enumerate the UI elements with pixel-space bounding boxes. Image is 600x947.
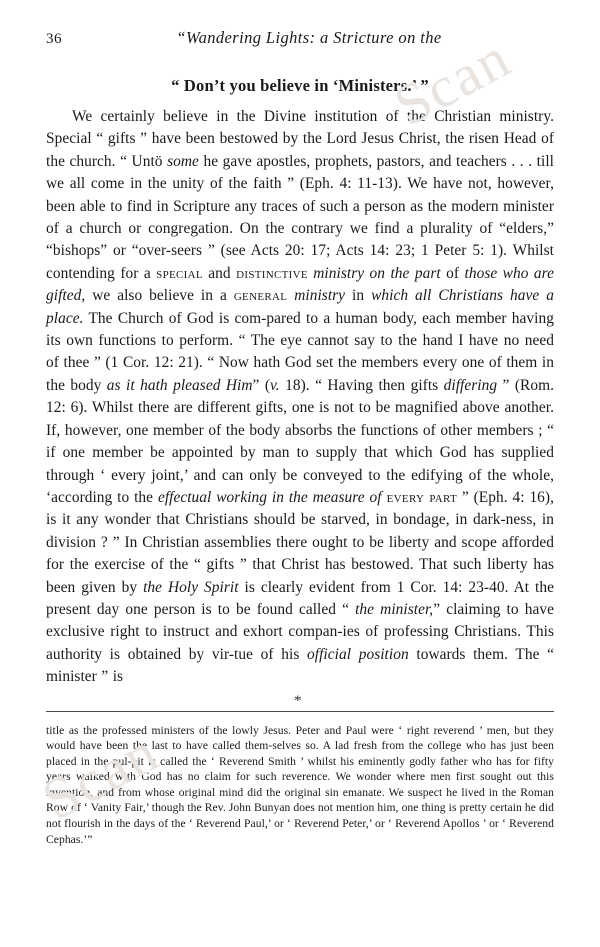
- body-run-7: ministry on the part: [307, 264, 441, 282]
- body-run-6: distinctive: [236, 264, 308, 282]
- scan-watermark-bottom: Scan: [31, 718, 169, 833]
- body-run-25: the Holy Spirit: [143, 578, 239, 596]
- body-run-19: 18). “ Having then gifts: [279, 376, 444, 394]
- body-run-21: ” (Rom. 12: 6). Whilst there are different gifts, one is not to be magnified above another. If, however, one member of the body absorbs the functions of other members ; “ if one member be appointed by man to supply that which God has supplied through ‘ every joint,’ and can only be conveyed to the edifying of the whole, ‘according to the: [46, 376, 555, 506]
- body-run-1: We certainly believe in the Divine institution of the Christian ministry. Special “ gifts ” have been bestowed by the Lord Jesus Christ, the risen Head of the church. “ Untö: [46, 108, 554, 170]
- body-run-10: , we also believe in a: [81, 287, 234, 305]
- body-run-2: some: [167, 152, 199, 170]
- scan-watermark-top: Scan: [383, 24, 521, 139]
- body-run-9: those who are gifted: [46, 264, 554, 305]
- section-title: “ Don’t you believe in ‘Ministers.’ ”: [171, 76, 429, 95]
- body-run-4: special: [156, 264, 203, 282]
- footnote-marker: *: [294, 692, 302, 709]
- body-run-29: official position: [307, 645, 409, 663]
- body-run-24: ” (Eph. 4: 16), is it any wonder that Christians should be starved, in bondage, in dark-ness, in division ? ” In Christian assemblies there ought to be liberty and scope afforded for the exercise of the “ gifts ” that Christ has bestowed. That such liberty has been given by: [46, 488, 555, 596]
- running-head: [46, 28, 554, 54]
- body-run-27: the minister,: [355, 600, 434, 618]
- body-run-14: which all Christians have a place.: [46, 287, 554, 327]
- body-run-17: ” (: [252, 376, 271, 394]
- body-paragraph: [46, 106, 554, 689]
- horizontal-rule: [46, 711, 554, 712]
- body-run-12: ministry: [287, 287, 346, 305]
- body-run-13: in: [345, 287, 372, 305]
- body-run-18: v.: [270, 376, 280, 394]
- footnote-separator: [46, 692, 554, 719]
- body-run-23: every part: [381, 488, 457, 506]
- body-run-20: differing: [443, 376, 498, 394]
- body-run-16: as it hath pleased Him: [106, 376, 253, 394]
- body-run-26: is clearly evident from 1 Cor. 14: 23-40. At the present day one person is to be found called “: [46, 578, 554, 618]
- body-run-30: towards them. The “ minister ” is: [46, 645, 554, 686]
- body-run-28: ” claiming to have exclusive right to instruct and exhort compan-ies of professing Christians. This authority is obtained by vir-tue of his: [46, 600, 554, 663]
- body-run-8: of: [440, 264, 465, 282]
- body-run-22: effectual working in the measure of: [157, 488, 382, 506]
- body-run-15: The Church of God is com-pared to a human body, each member having its own functions to perform. “ The eye cannot say to the hand I have no need of thee ” (1 Cor. 12: 21). “ Now hath God set the members every one of them in the body: [46, 309, 554, 394]
- body-run-5: and: [202, 264, 237, 282]
- running-head-title: “Wandering Lights: a Stricture on the: [176, 28, 442, 47]
- body-run-3: he gave apostles, prophets, pastors, and teachers . . . till we all come in the unity of the faith ” (Eph. 4: 11-13). We have not, however, been able to find in Scripture any traces of such a person as the modern minister of a church or congregation. On the contrary we find a plurality of “elders,” “bishops” or “over-seers ” (see Acts 20: 17; Acts 14: 23; 1 Peter 5: 1). Whilst contending for a: [46, 152, 554, 282]
- page-number: 36: [46, 31, 62, 47]
- footnote-text: title as the professed ministers of the lowly Jesus. Peter and Paul were ‘ right reverend ’ men, but they would have been the last to have called them-selves so. A lad fresh from the college who has just been placed in the pul-pit is called the ‘ Reverend Smith ’ whilst his eminently godly father who has for fifty years walked with God has no claim for such reverence. We wonder where men first sought out this invention, and from whose original mind did the original sin emanate. We suspect he lived in the Roman Row of ‘ Vanity Fair,’ though the Rev. John Bunyan does not mention him, one thing is pretty certain he did not flourish in the days of the ‘ Reverend Paul,’ or ‘ Reverend Peter,’ or ‘ Reverend Apollos ’ or ‘ Reverend Cephas.’”: [46, 723, 554, 846]
- body-run-11: general: [233, 287, 288, 305]
